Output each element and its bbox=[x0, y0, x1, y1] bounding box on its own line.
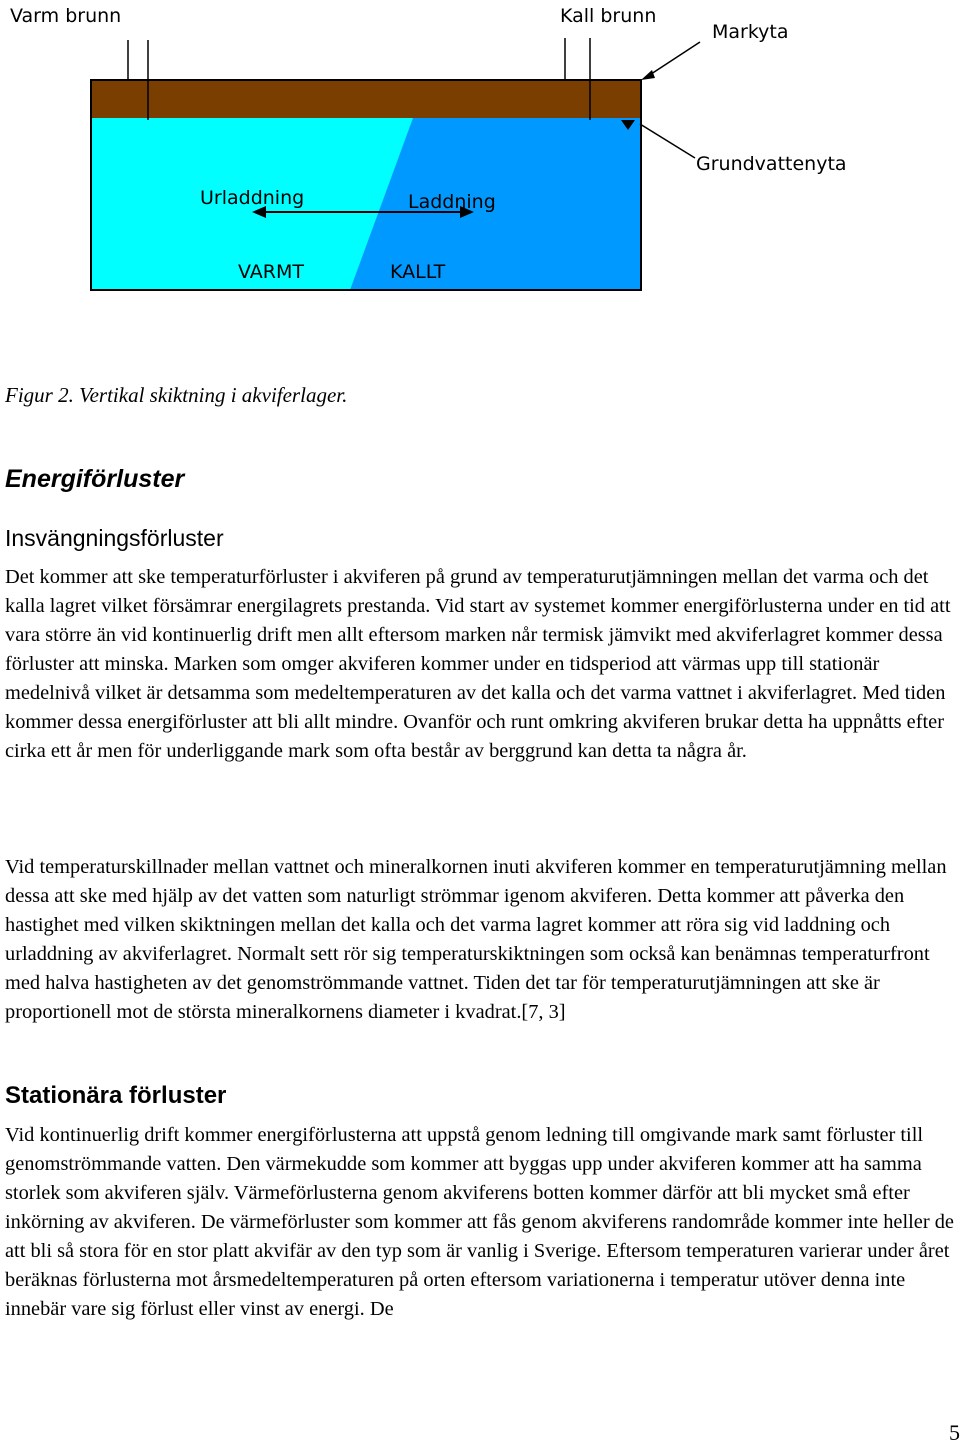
label-cold: KALLT bbox=[390, 261, 446, 283]
label-charge: Laddning bbox=[408, 191, 496, 213]
page-title: Energiförluster bbox=[5, 465, 185, 493]
paragraph: Vid temperaturskillnader mellan vattnet och mineralkornen inuti akviferen kommer en temperaturutjämning mellan dessa att ske med hjälp av det vatten som naturligt strömmar igenom akviferen. Detta kommer att påverka den hastighet med vilken skiktningen mellan det kalla och det varma lagret kommer att röra sig vid laddning och urladdning av akviferlagret. Normalt sett rör sig temperaturskiktningen som också kan benämnas temperaturfront med halva hastigheten av det genomströmmande vattnet. Tiden det tar för temperaturutjämningen att ske är proportionell mot de största mineralkornens diameter i kvadrat.[7, 3] bbox=[5, 856, 947, 1023]
paragraph: Vid kontinuerlig drift kommer energiförlusterna att uppstå genom ledning till omgivande mark samt förluster till genomströmmande vatten. Den värmekudde som kommer att byggas upp under akviferen kommer att ha samma storlek som akviferen själv. Värmeförlusterna genom akviferens botten kommer därför att bli mycket små efter inkörning av akviferen. De värmeförluster som kommer att fås genom akviferens randområde kommer inte heller de att bli så stora för en stor platt akvifär av den typ som är vanlig i Sverige. Eftersom temperaturen varierar under året beräknas förlusterna mot årsmedeltemperaturen på orten eftersom variationerna i temperatur utöver denna inte innebär vare sig förlust eller vinst av energi. De bbox=[5, 1124, 954, 1320]
label-warm-well: Varm brunn bbox=[10, 5, 122, 27]
aquifer-diagram bbox=[0, 0, 960, 300]
label-discharge: Urladdning bbox=[200, 187, 305, 209]
section-heading-transient-losses: Insvängningsförluster bbox=[5, 525, 224, 551]
figure-caption: Figur 2. Vertikal skiktning i akviferlager. bbox=[5, 383, 348, 407]
label-groundwater-level: Grundvattenyta bbox=[696, 153, 847, 175]
arrow-head bbox=[641, 70, 655, 80]
label-warm: VARMT bbox=[238, 261, 304, 283]
section-heading-stationary-losses: Stationära förluster bbox=[5, 1082, 227, 1109]
soil-layer bbox=[91, 80, 641, 118]
label-cold-well: Kall brunn bbox=[560, 5, 657, 27]
ground-surface-arrow bbox=[645, 42, 700, 78]
paragraph: Det kommer att ske temperaturförluster i akviferen på grund av temperaturutjämningen mellan det varma och det kalla lagret vilket försämrar energilagrets prestanda. Vid start av systemet kommer energiförlusterna under en tid att vara större än vid kontinuerlig drift men allt eftersom marken når termisk jämvikt med akviferlagret kommer dessa förluster att minska. Marken som omger akviferen kommer under en tidsperiod att värmas upp till stationär medelnivå vilket är detsamma som medeltemperaturen av det kalla och det varma vattnet i akviferlagret. Med tiden kommer dessa energiförluster att bli allt mindre. Ovanför och runt omkring akviferen brukar detta ha uppnåtts efter cirka ett år men för underliggande mark som ofta består av berggrund kan detta ta några år. bbox=[5, 566, 951, 762]
page-number: 5 bbox=[949, 1420, 960, 1445]
groundwater-arrow bbox=[640, 124, 695, 158]
label-ground-surface: Markyta bbox=[712, 21, 789, 43]
